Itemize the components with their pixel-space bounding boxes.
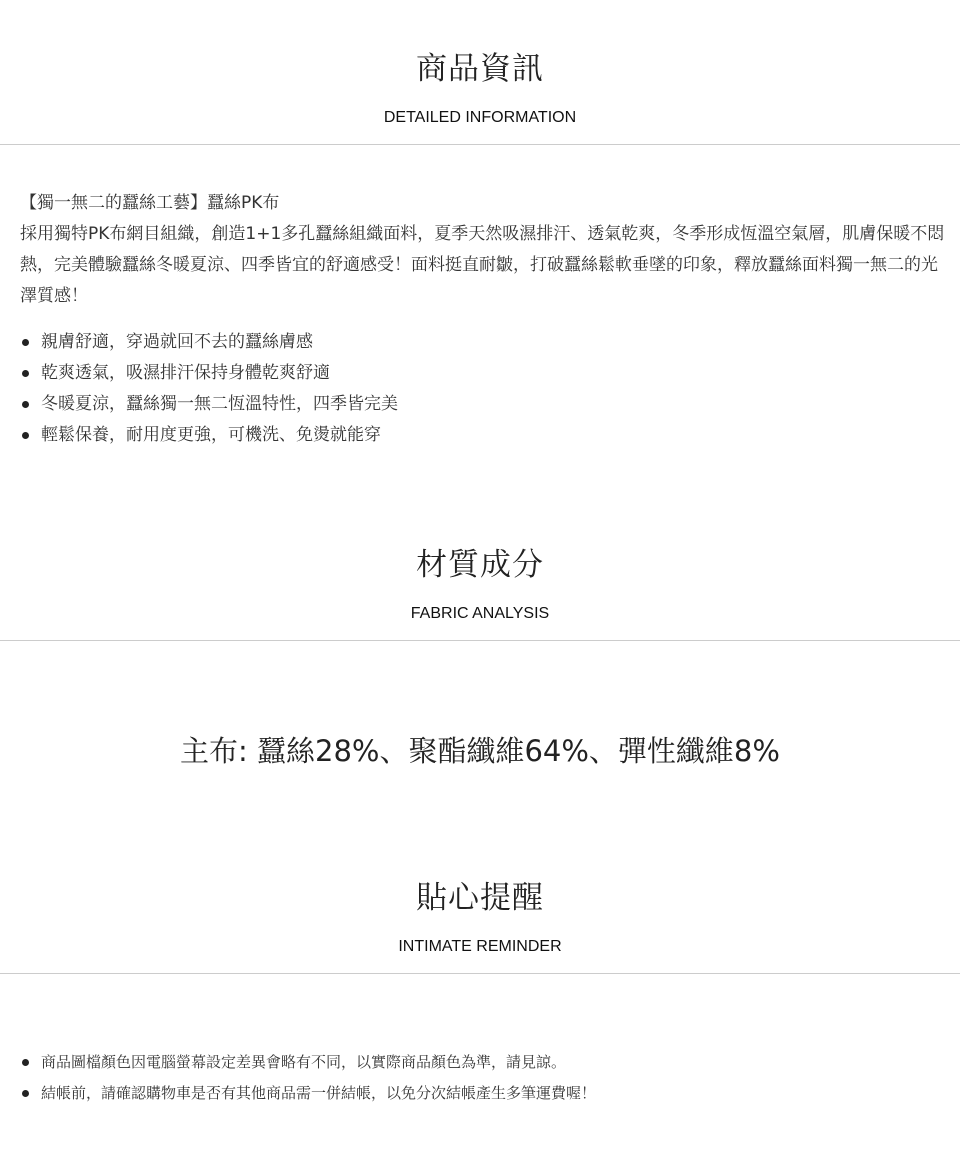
product-description-text: 採用獨特PK布網目組織，創造1+1多孔蠶絲組織面料，夏季天然吸濕排汗、透氣乾爽，冬季形成恆溫空氣層，肌膚保暖不悶熱，完美體驗蠶絲冬暖夏涼、四季皆宜的舒適感受！面料挺直耐皺，打破蠶絲鬆軟垂墜的印象，釋放蠶絲面料獨一無二的光澤質感！ [20, 224, 945, 306]
section-divider [0, 144, 960, 145]
reminder-title: 貼心提醒 [416, 880, 544, 916]
fabric-title: 材質成分 [416, 547, 544, 583]
bullet-icon [22, 432, 29, 439]
reminder-subtitle: INTIMATE REMINDER [398, 938, 562, 955]
reminder-list [20, 1047, 596, 1109]
product-info-subtitle: DETAILED INFORMATION [383, 109, 577, 126]
section-divider [0, 973, 960, 974]
list-item [20, 358, 398, 389]
list-item [20, 420, 398, 451]
feature-text: 親膚舒適，穿過就回不去的蠶絲膚感 [41, 332, 313, 352]
product-description [20, 188, 945, 312]
list-item [20, 1047, 596, 1078]
feature-list [20, 327, 398, 451]
bullet-icon [22, 1090, 29, 1097]
list-item [20, 1078, 596, 1109]
feature-text: 乾爽透氣，吸濕排汗保持身體乾爽舒適 [41, 363, 330, 383]
bullet-icon [22, 1059, 29, 1066]
feature-text: 輕鬆保養，耐用度更強，可機洗、免燙就能穿 [41, 425, 381, 445]
reminder-text: 結帳前，請確認購物車是否有其他商品需一併結帳，以免分次結帳產生多筆運費喔！ [41, 1084, 597, 1102]
product-headline: 【獨一無二的蠶絲工藝】蠶絲PK布 [20, 193, 280, 213]
bullet-icon [22, 339, 29, 346]
bullet-icon [22, 401, 29, 408]
list-item [20, 327, 398, 358]
feature-text: 冬暖夏涼，蠶絲獨一無二恆溫特性，四季皆完美 [41, 394, 398, 414]
list-item [20, 389, 398, 420]
fabric-subtitle: FABRIC ANALYSIS [410, 605, 550, 622]
reminder-text: 商品圖檔顏色因電腦螢幕設定差異會略有不同，以實際商品顏色為準，請見諒。 [41, 1053, 567, 1071]
fabric-composition: 主布: 蠶絲28%、聚酯纖維64%、彈性纖維8% [180, 734, 780, 768]
section-divider [0, 640, 960, 641]
bullet-icon [22, 370, 29, 377]
product-info-title: 商品資訊 [416, 51, 544, 87]
